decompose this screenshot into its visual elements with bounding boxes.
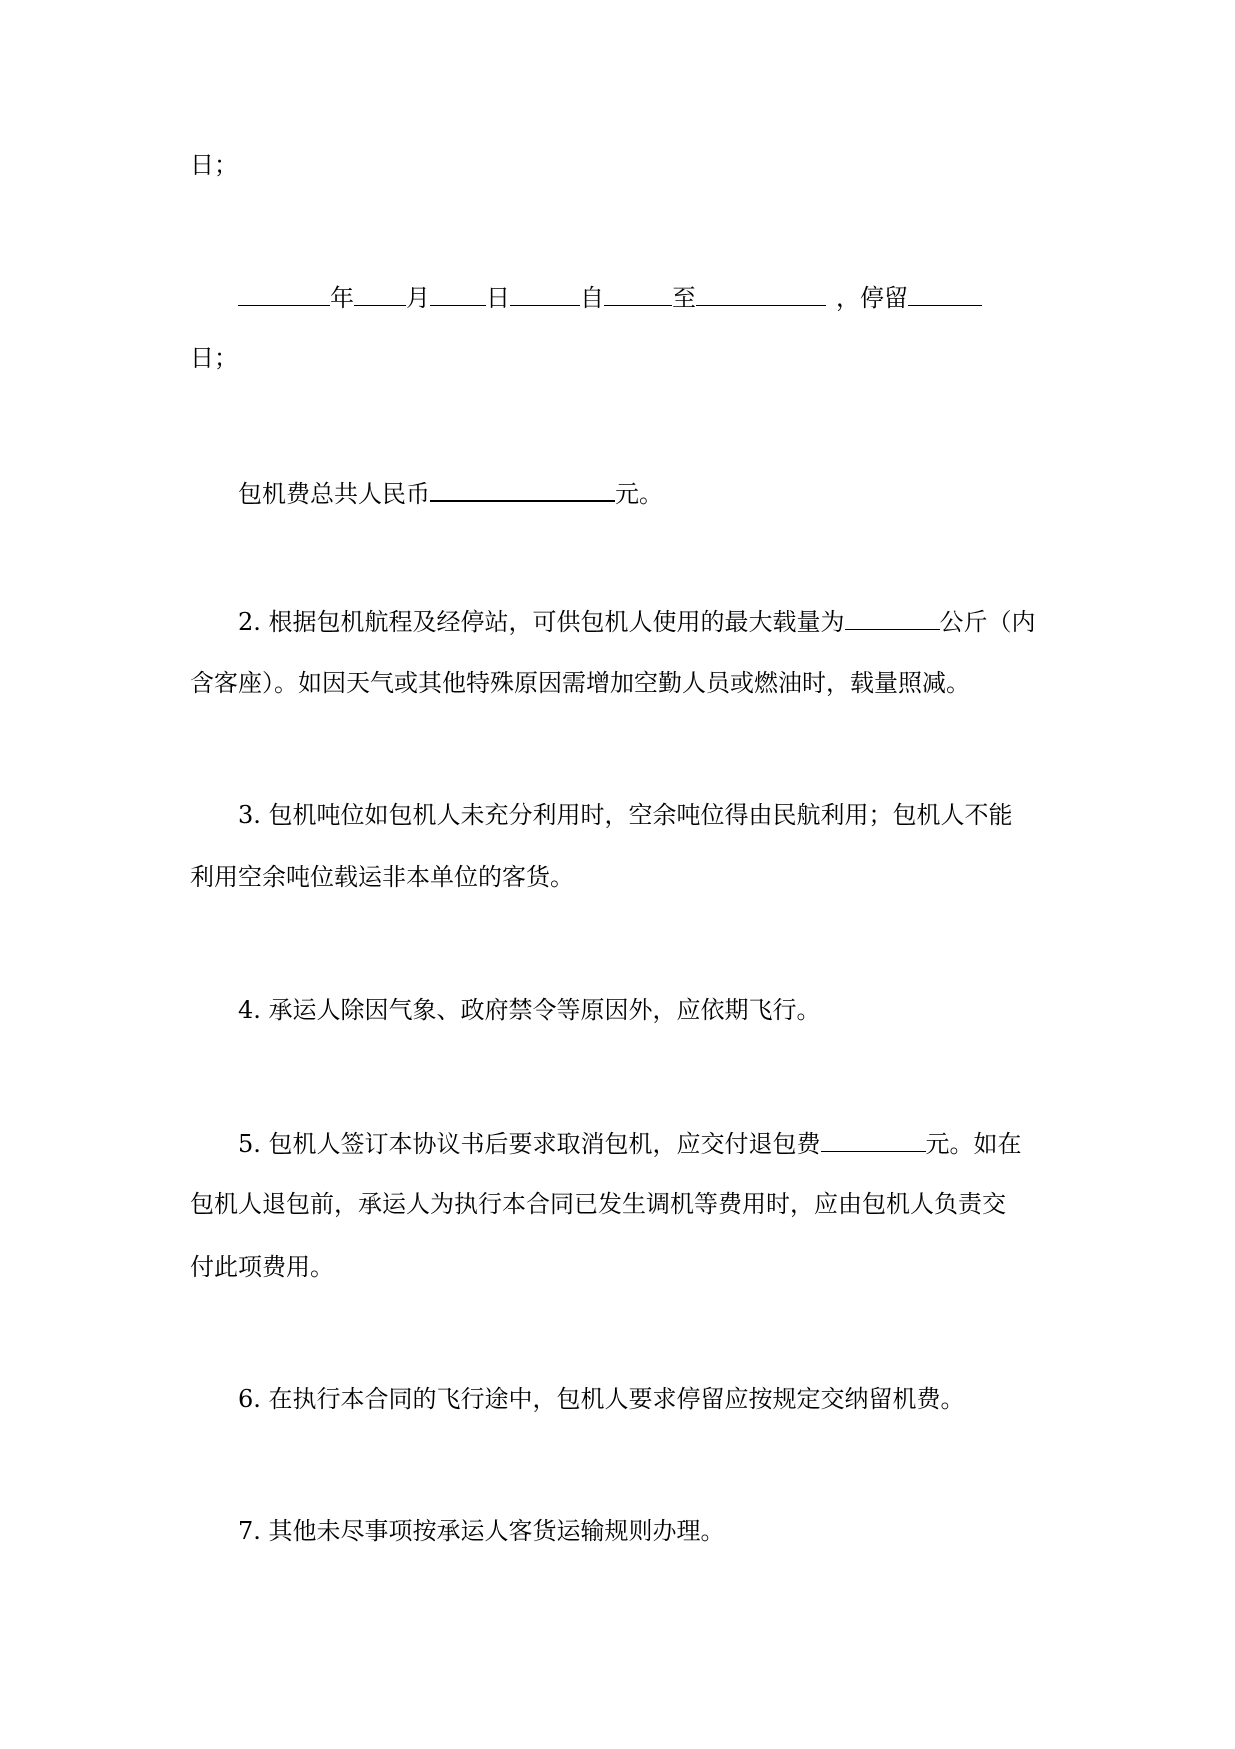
stay-label: ，停留: [836, 284, 908, 312]
month-label: 月: [406, 284, 430, 312]
from-blank[interactable]: [510, 281, 580, 306]
to-label: 至: [672, 284, 696, 312]
clause-2-line-2: 含客座）。如因天气或其他特殊原因需增加空勤人员或燃油时，载量照减。: [190, 669, 970, 697]
year-blank[interactable]: [238, 281, 330, 306]
clause-7-line: 7. 其他未尽事项按承运人客货运输规则办理。: [238, 1517, 725, 1545]
clause-4-line: 4. 承运人除因气象、政府禁令等原因外，应依期飞行。: [238, 996, 821, 1024]
clause-2-text-end: 公斤（内: [939, 608, 1036, 636]
max-load-blank[interactable]: [845, 605, 940, 630]
clause-5-text: 5. 包机人签订本协议书后要求取消包机，应交付退包费: [238, 1130, 821, 1158]
clause-5-text-end: 元。如在: [925, 1130, 1022, 1158]
stay-days-blank[interactable]: [908, 281, 982, 306]
date-fill-line: [238, 281, 982, 313]
month-blank[interactable]: [354, 281, 406, 306]
fee-label: 包机费总共人民币: [238, 480, 430, 508]
text-line: 日；: [190, 151, 238, 179]
clause-2-text: 2. 根据包机航程及经停站，可供包机人使用的最大载量为: [238, 608, 845, 636]
day-blank[interactable]: [430, 281, 486, 306]
text-line: 日；: [190, 344, 238, 372]
clause-5-line-3: 付此项费用。: [190, 1253, 334, 1281]
fee-unit: 元。: [615, 480, 663, 508]
from-label: 自: [580, 284, 604, 312]
refund-fee-blank[interactable]: [821, 1127, 926, 1152]
clause-5-line-1: [238, 1127, 1022, 1159]
to-blank[interactable]: [604, 281, 672, 306]
clause-6-line: 6. 在执行本合同的飞行途中，包机人要求停留应按规定交纳留机费。: [238, 1385, 965, 1413]
clause-3-line-1: 3. 包机吨位如包机人未充分利用时，空余吨位得由民航利用；包机人不能: [238, 801, 1013, 829]
clause-2-line-1: [238, 605, 1036, 637]
destination-blank[interactable]: [696, 281, 826, 306]
year-label: 年: [330, 284, 354, 312]
clause-5-line-2: 包机人退包前，承运人为执行本合同已发生调机等费用时，应由包机人负责交: [190, 1190, 1006, 1218]
fee-blank[interactable]: [430, 476, 615, 502]
clause-3-line-2: 利用空余吨位载运非本单位的客货。: [190, 863, 574, 891]
fee-line: [238, 476, 663, 509]
day-label: 日: [486, 284, 510, 312]
